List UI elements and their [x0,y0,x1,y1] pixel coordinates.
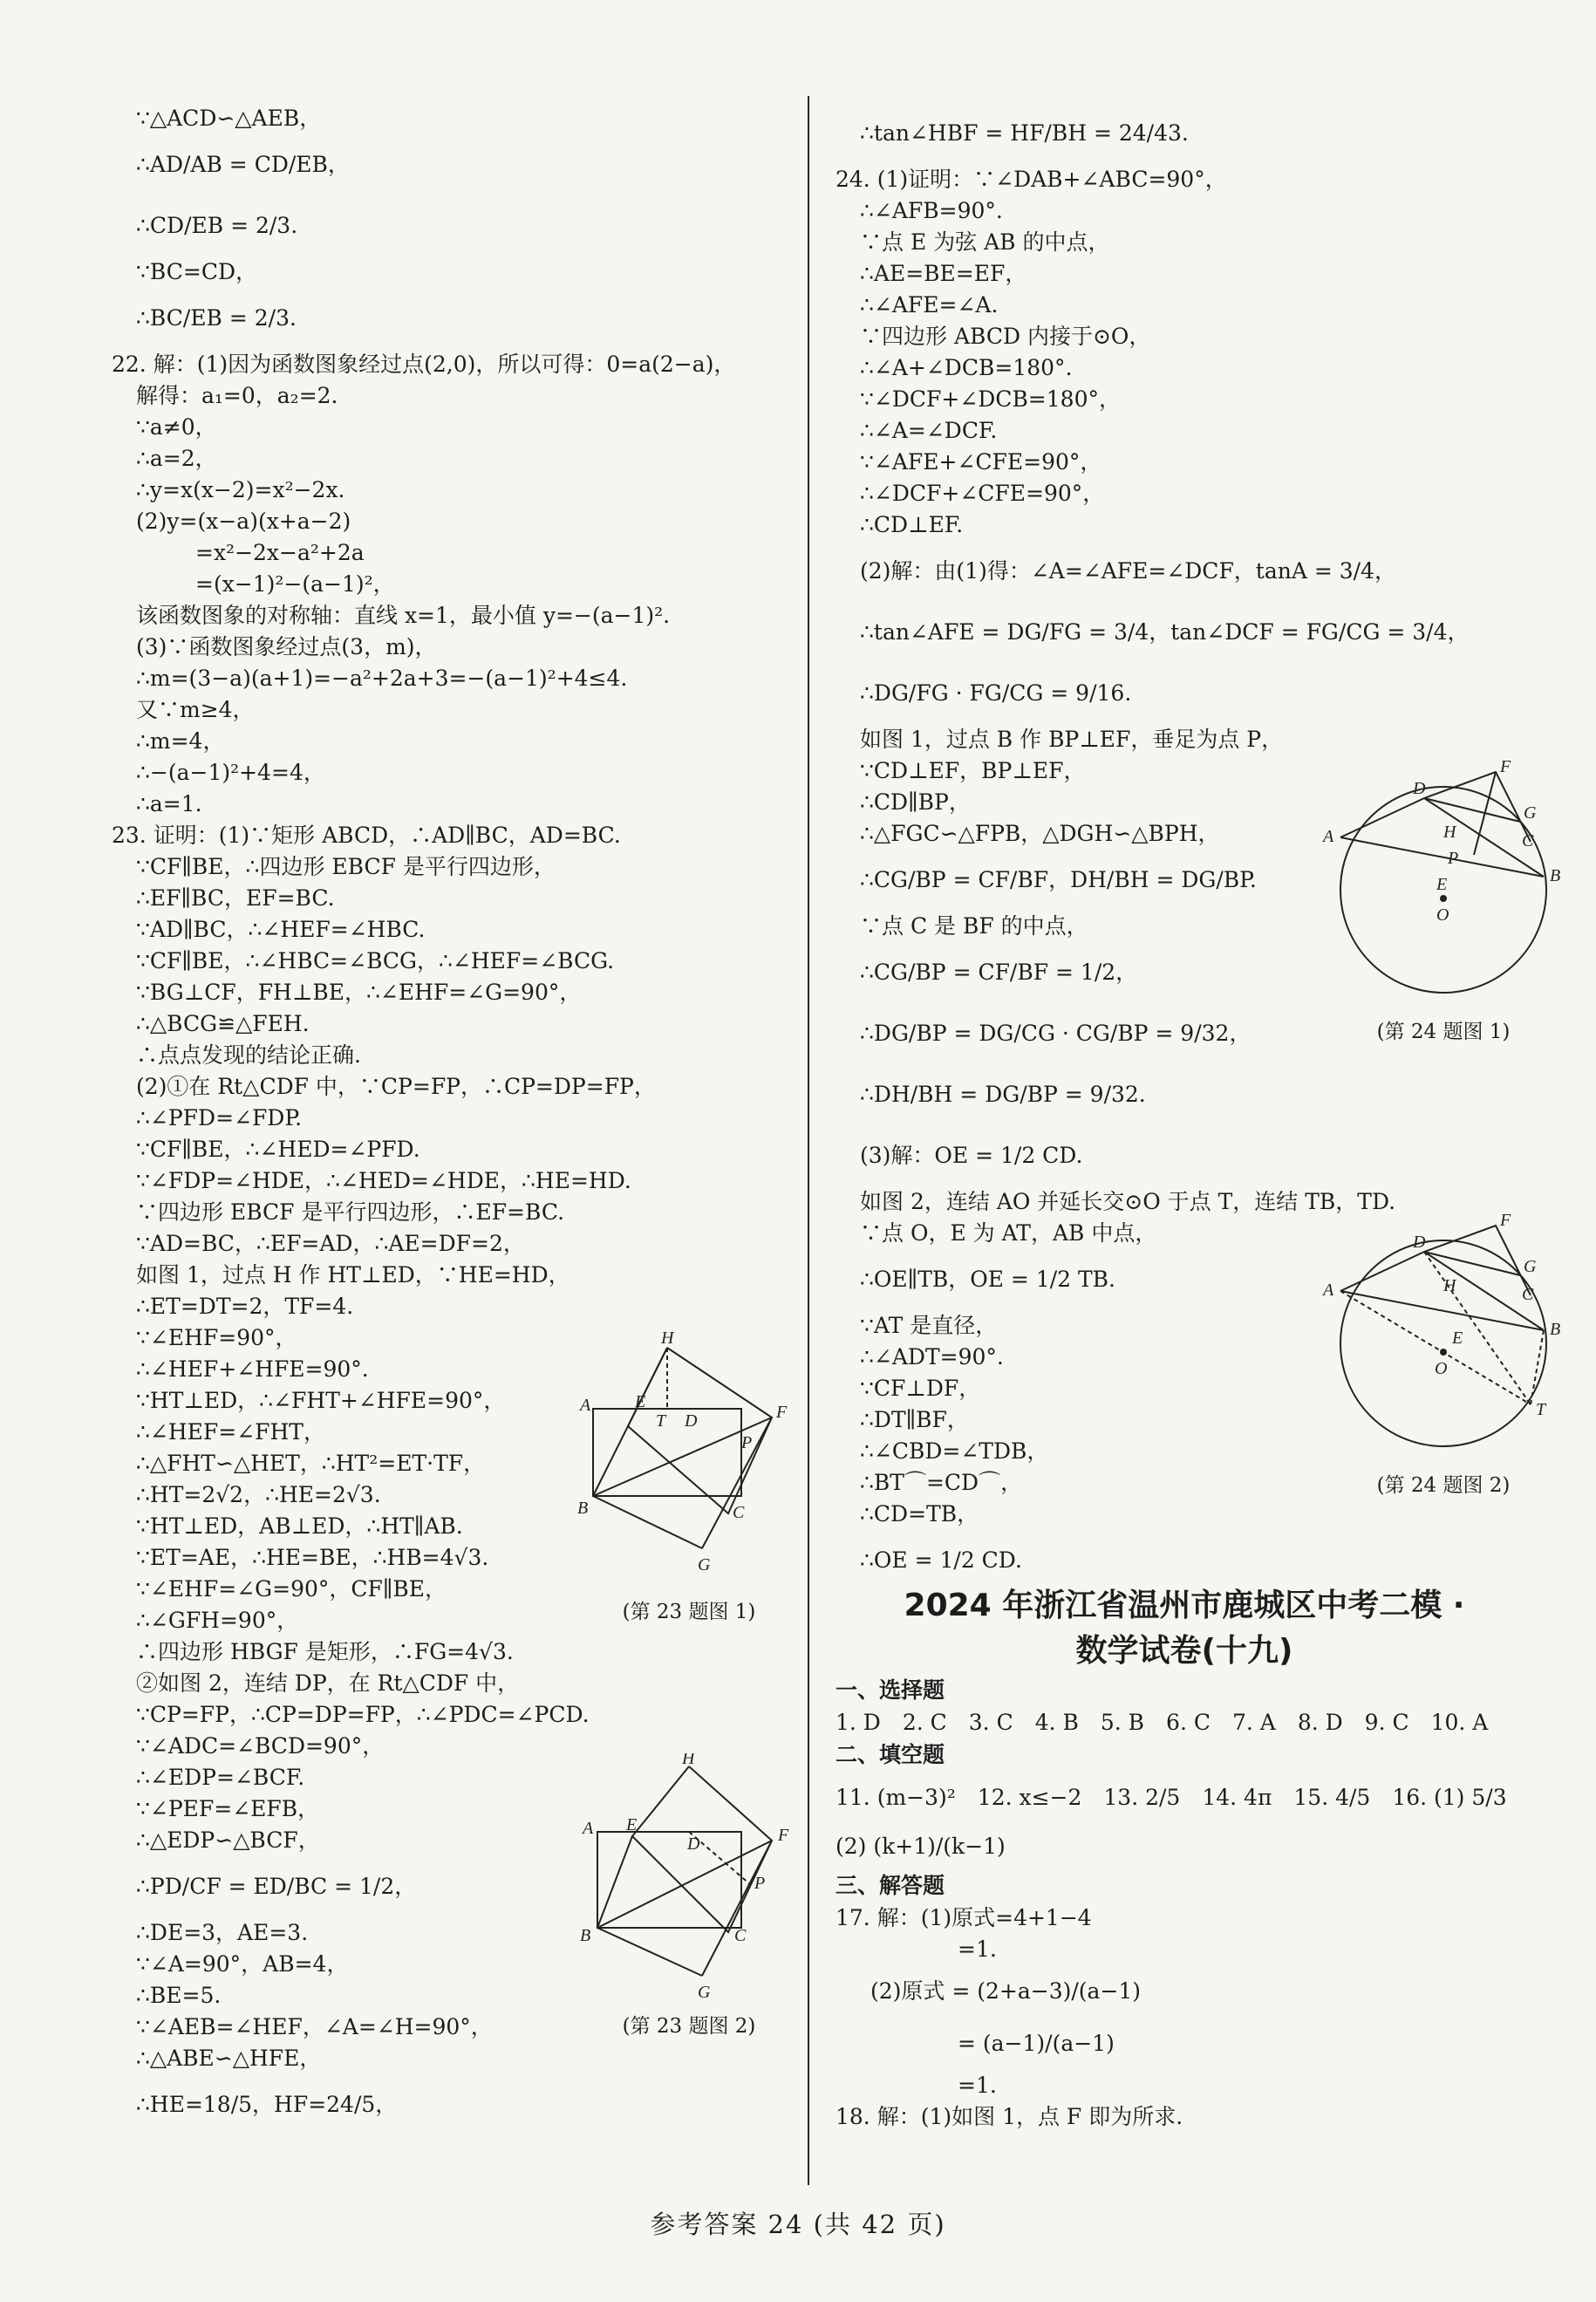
svg-text:B: B [580,1926,591,1945]
left-line: ∵a≠0， [136,414,217,440]
left-line: ∴EF∥BC，EF=BC. [136,885,335,911]
right-line: ∴DH/BH = DG/BP = 9/32. [860,1082,1146,1107]
left-line: 又∵m≥4， [136,697,255,722]
left-line: (2)y=(x−a)(x+a−2) [136,509,351,534]
svg-text:O: O [1435,1359,1448,1378]
right-line: ∴∠DCF+∠CFE=90°， [860,481,1105,506]
svg-text:G: G [1524,1257,1537,1276]
right-line: ∵点 O，E 为 AT，AB 中点， [860,1220,1157,1246]
right-line: ∵点 E 为弦 AB 的中点， [860,229,1110,255]
left-line: ∵∠EHF=∠G=90°，CF∥BE， [136,1576,447,1602]
left-line: ∵BC=CD， [136,259,257,284]
left-line: ∴△BCG≌△FEH. [136,1011,310,1036]
left-line: ∵△ACD∽△AEB， [136,106,322,131]
right-line: ∴BT⌒=CD⌒， [860,1470,1023,1495]
right-line: ∵点 C 是 BF 的中点， [860,913,1088,939]
left-line: ∵∠AEB=∠HEF，∠A=∠H=90°， [136,2014,493,2039]
left-line: ∴∠HEF=∠FHT， [136,1419,325,1445]
right-line: (3)解：OE = 1/2 CD. [860,1143,1083,1168]
right-line: ∴CD=TB， [860,1501,979,1527]
svg-text:F: F [778,1826,789,1845]
figure-24-1-svg [1321,759,1565,1012]
svg-text:D: D [687,1834,700,1854]
right-line: ∴DG/FG · FG/CG = 9/16. [860,680,1132,706]
left-line: ∵∠FDP=∠HDE，∴∠HED=∠HDE，∴HE=HD. [136,1168,631,1193]
svg-text:O: O [1436,905,1449,925]
left-line: ∴△EDP∽△BCF， [136,1827,320,1853]
right-line: ∴∠AFE=∠A. [860,292,999,318]
left-line: ∴∠GFH=90°， [136,1608,299,1633]
fill-answers-1: 11. (m−3)² 12. x≤−2 13. 2/5 14. 4π 15. 4/5 16. (1) 5/3 [836,1785,1507,1810]
exam-title-line2: 数学试卷(十九) [1075,1633,1293,1669]
svg-text:H: H [1443,1276,1456,1295]
svg-text:A: A [580,1396,591,1415]
left-line: ∵HT⊥ED，∴∠FHT+∠HFE=90°， [136,1388,506,1413]
answer-17-line5: =1. [958,2073,997,2098]
left-line: ∵∠PEF=∠EFB， [136,1796,320,1821]
right-line: ∴CG/BP = CF/BF，DH/BH = DG/BP. [860,867,1257,892]
right-line: ∴△FGC∽△FPB，△DGH∽△BPH， [860,821,1220,846]
right-line: ∴∠A+∠DCB=180°. [860,355,1073,380]
left-line: ∴四边形 HBGF 是矩形，∴FG=4√3. [136,1639,514,1664]
svg-text:D: D [1413,1233,1426,1252]
svg-text:C: C [1522,831,1534,850]
svg-text:H: H [1443,823,1456,842]
svg-text:E: E [635,1392,646,1411]
left-line: ∴a=1. [136,791,202,816]
left-line: ∵四边形 EBCF 是平行四边形，∴EF=BC. [136,1199,565,1225]
left-line: ∴−(a−1)²+4=4， [136,760,325,785]
figure-24-2-caption: (第 24 题图 2) [1376,1474,1511,1497]
svg-text:T: T [1536,1400,1546,1419]
answer-17-line3: (2)原式 = (2+a−3)/(a−1) [870,1978,1142,2004]
left-line: ∴m=(3−a)(a+1)=−a²+2a+3=−(a−1)²+4≤4. [136,666,628,691]
choice-answers: 1. D 2. C 3. C 4. B 5. B 6. C 7. A 8. D 9. C 10. A [836,1710,1489,1735]
svg-text:H: H [682,1753,695,1768]
figure-24-1-caption: (第 24 题图 1) [1376,1021,1511,1043]
figure-24-2-svg [1321,1212,1565,1465]
left-line: ∴CD/EB = 2/3. [136,213,298,238]
left-line: ∴△FHT∽△HET，∴HT²=ET·TF， [136,1451,486,1476]
left-line: ∴∠EDP=∠BCF. [136,1765,305,1790]
right-line: ∵AT 是直径， [860,1313,998,1338]
column-divider [808,96,809,2185]
figure-23-1-svg [576,1330,802,1592]
left-line: ∵CF∥BE，∴∠HED=∠PFD. [136,1137,420,1162]
left-line: (2)①在 Rt△CDF 中，∵CP=FP，∴CP=DP=FP， [136,1074,656,1099]
svg-text:C: C [1522,1285,1534,1304]
left-line: ∵AD=BC，∴EF=AD，∴AE=DF=2， [136,1231,525,1256]
figure-23-1-caption: (第 23 题图 1) [622,1601,756,1623]
right-line: ∴CG/BP = CF/BF = 1/2， [860,960,1138,985]
right-line: ∴DG/BP = DG/CG · CG/BP = 9/32， [860,1021,1252,1046]
right-line: ∴∠A=∠DCF. [860,418,998,443]
left-line: =(x−1)²−(a−1)²， [195,571,395,597]
figure-24-2 [1321,1212,1565,1497]
svg-text:B: B [1550,1320,1561,1339]
right-line: ∴∠AFB=90°. [860,198,1003,223]
left-line: ∴△ABE∽△HFE， [136,2046,322,2071]
svg-text:P: P [1448,849,1459,868]
right-line: 如图 2，连结 AO 并延长交⊙O 于点 T，连结 TB，TD. [860,1189,1396,1214]
right-line: ∴∠ADT=90°. [860,1344,1004,1370]
svg-text:F: F [776,1403,788,1422]
left-line: ∴AD/AB = CD/EB， [136,152,350,177]
left-line: ∵BG⊥CF，FH⊥BE，∴∠EHF=∠G=90°， [136,980,582,1005]
left-line: ∵∠EHF=90°， [136,1325,297,1350]
svg-text:A: A [583,1819,594,1838]
section-solution-heading: 三、解答题 [836,1873,945,1898]
left-line: 如图 1，过点 H 作 HT⊥ED，∵HE=HD， [136,1262,570,1288]
figure-23-2-svg [576,1753,802,2006]
figure-23-2-caption: (第 23 题图 2) [622,2015,756,2038]
right-line: ∴tan∠HBF = HF/BH = 24/43. [860,120,1189,146]
left-line: 22. 解：(1)因为函数图象经过点(2,0)，所以可得：0=a(2−a)， [112,352,736,377]
right-line: ∴tan∠AFE = DG/FG = 3/4，tan∠DCF = FG/CG = 3/4， [860,619,1470,645]
svg-text:E: E [1436,875,1448,894]
svg-text:D: D [1413,779,1426,798]
left-line: ∴y=x(x−2)=x²−2x. [136,477,345,502]
left-line: ∵AD∥BC，∴∠HEF=∠HBC. [136,917,426,942]
exam-title-line1: 2024 年浙江省温州市鹿城区中考二模 · [904,1588,1465,1623]
figure-23-2 [576,1753,802,2041]
left-line: ②如图 2，连结 DP，在 Rt△CDF 中， [136,1670,520,1696]
svg-text:F: F [1500,759,1511,776]
page-footer: 参考答案 24 (共 42 页) [650,2210,946,2239]
svg-text:C: C [734,1926,747,1945]
left-line: ∴a=2， [136,446,217,471]
left-line: ∴DE=3，AE=3. [136,1920,309,1945]
right-line: ∴∠CBD=∠TDB， [860,1438,1049,1464]
left-line: 解得：a₁=0，a₂=2. [136,383,338,408]
svg-text:G: G [698,1983,711,2002]
left-line: 该函数图象的对称轴：直线 x=1，最小值 y=−(a−1)². [136,603,671,628]
svg-text:G: G [698,1555,711,1575]
svg-text:E: E [1452,1329,1463,1348]
left-line: 23. 证明：(1)∵矩形 ABCD，∴AD∥BC，AD=BC. [112,823,621,848]
right-line: 如图 1，过点 B 作 BP⊥EF，垂足为点 P， [860,727,1284,752]
left-line: ∴PD/CF = ED/BC = 1/2， [136,1874,417,1899]
exam-section [836,1583,1533,2133]
left-line: ∴HE=18/5，HF=24/5， [136,2092,398,2117]
figure-23-1 [576,1330,802,1623]
left-line: ∵∠A=90°，AB=4， [136,1951,349,1977]
left-line: ∴BE=5. [136,1983,222,2008]
svg-text:A: A [1323,1281,1334,1300]
svg-text:B: B [1550,866,1561,885]
right-line: ∴CD⊥EF. [860,512,964,537]
left-line: (3)∵函数图象经过点(3，m)， [136,634,437,659]
right-line: ∵∠AFE+∠CFE=90°， [860,449,1102,475]
svg-text:B: B [577,1499,589,1518]
right-line: (2)解：由(1)得：∠A=∠AFE=∠DCF，tanA = 3/4， [860,558,1396,584]
right-line: ∵CF⊥DF， [860,1376,981,1401]
svg-text:A: A [1323,827,1334,846]
svg-text:T: T [656,1411,666,1431]
svg-text:P: P [754,1874,766,1893]
right-line: ∴AE=BE=EF， [860,261,1027,286]
svg-text:H: H [661,1330,674,1348]
right-line: ∵CD⊥EF，BP⊥EF， [860,758,1086,783]
svg-text:F: F [1500,1212,1511,1230]
right-line: 24. (1)证明：∵∠DAB+∠ABC=90°， [836,167,1227,192]
left-line: ∵∠ADC=∠BCD=90°， [136,1733,385,1759]
right-line: ∴DT∥BF， [860,1407,969,1432]
right-line: ∴OE = 1/2 CD. [860,1547,1022,1573]
svg-text:E: E [626,1815,638,1834]
section-choice-heading: 一、选择题 [836,1677,945,1703]
right-line: ∵∠DCF+∠DCB=180°， [860,386,1121,412]
left-line: ∵CP=FP，∴CP=DP=FP，∴∠PDC=∠PCD. [136,1702,590,1727]
figure-24-1 [1321,759,1565,1043]
svg-text:D: D [685,1411,698,1431]
left-line: ∵HT⊥ED，AB⊥ED，∴HT∥AB. [136,1513,463,1539]
left-line: ∴点点发现的结论正确. [136,1042,361,1068]
fill-answers-2: (2) (k+1)/(k−1) [836,1834,1006,1859]
section-fill-heading: 二、填空题 [836,1742,945,1767]
answer-17-line4: = (a−1)/(a−1) [958,2031,1115,2056]
left-line: ∵CF∥BE，∴四边形 EBCF 是平行四边形， [136,854,556,879]
svg-text:G: G [1524,803,1537,823]
right-line: ∴CD∥BP， [860,789,971,815]
answer-18-line1: 18. 解：(1)如图 1，点 F 即为所求. [836,2104,1183,2129]
right-line: ∴OE∥TB，OE = 1/2 TB. [860,1267,1116,1292]
svg-text:P: P [741,1433,753,1452]
left-line: ∴∠PFD=∠FDP. [136,1105,303,1131]
left-line: ∵ET=AE，∴HE=BE，∴HB=4√3. [136,1545,489,1570]
right-line: ∵四边形 ABCD 内接于⊙O， [860,324,1151,349]
left-line: ∴∠HEF+∠HFE=90°. [136,1356,369,1382]
left-line: ∴HT=2√2，∴HE=2√3. [136,1482,381,1507]
left-line: ∴BC/EB = 2/3. [136,305,297,331]
svg-text:C: C [733,1503,745,1522]
left-line: ∴ET=DT=2，TF=4. [136,1294,354,1319]
answer-17-line2: =1. [958,1937,997,1962]
left-line: ∴m=4， [136,728,225,754]
left-line: ∵CF∥BE，∴∠HBC=∠BCG，∴∠HEF=∠BCG. [136,948,615,973]
left-line: =x²−2x−a²+2a [195,540,365,565]
answer-17-line1: 17. 解：(1)原式=4+1−4 [836,1905,1092,1930]
